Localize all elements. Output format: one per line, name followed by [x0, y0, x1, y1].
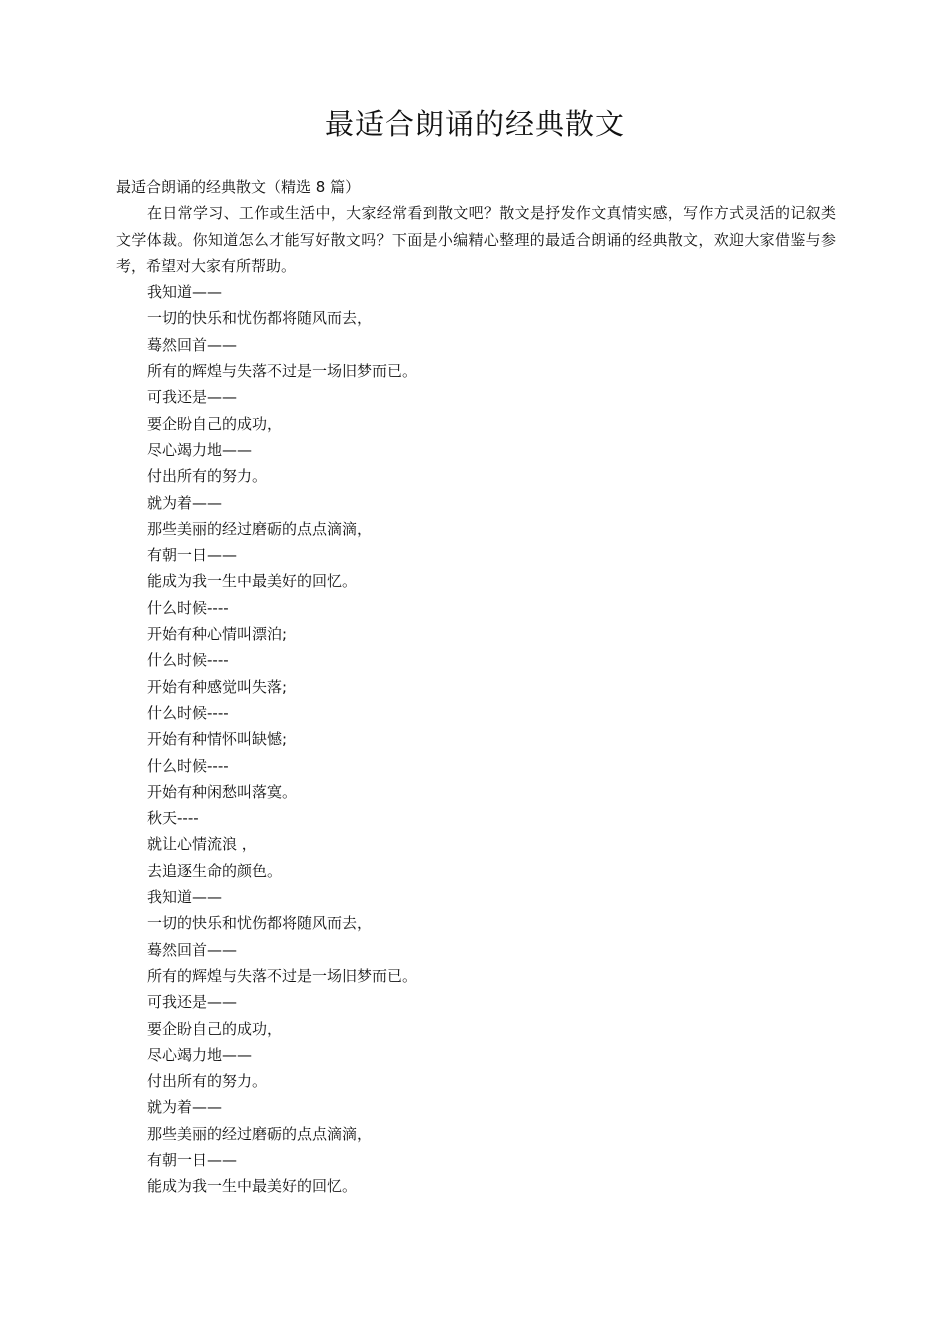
poem-lines: [116, 279, 836, 1199]
poem-line: 付出所有的努力。: [147, 467, 268, 486]
poem-line: 就为着——: [147, 493, 223, 512]
intro-paragraph: 在日常学习、工作或生活中，大家经常看到散文吧？散文是抒发作文真情实感，写作方式灵活的记叙类文学体裁。你知道怎么才能写好散文吗？下面是小编精心整理的最适合朗诵的经典散文，欢迎大家借鉴与参考，希望对大家有所帮助。: [116, 204, 836, 275]
poem-line: 开始有种感觉叫失落;: [147, 677, 288, 696]
poem-line: 能成为我一生中最美好的回忆。: [147, 1177, 358, 1196]
poem-line: 付出所有的努力。: [147, 1072, 268, 1091]
poem-line: 能成为我一生中最美好的回忆。: [147, 572, 358, 591]
document-title: 最适合朗诵的经典散文: [324, 107, 625, 141]
poem-line: 尽心竭力地——: [147, 440, 253, 459]
poem-line: 我知道——: [147, 888, 223, 907]
poem-line: 什么时候----: [147, 703, 229, 722]
poem-line: 什么时候----: [147, 598, 229, 617]
poem-line: 一切的快乐和忧伤都将随风而去，: [147, 309, 373, 328]
poem-line: 就让心情流浪 ，: [147, 835, 257, 854]
document-subtitle: 最适合朗诵的经典散文（精选 8 篇）: [116, 178, 361, 196]
poem-line: 有朝一日——: [147, 1150, 238, 1169]
poem-line: 那些美丽的经过磨砺的点点滴滴，: [147, 519, 373, 538]
poem-line: 所有的辉煌与失落不过是一场旧梦而已。: [147, 362, 418, 381]
poem-line: 有朝一日——: [147, 546, 238, 565]
poem-line: 可我还是——: [147, 993, 238, 1012]
poem-line: 蓦然回首——: [147, 335, 238, 354]
poem-line: 要企盼自己的成功，: [147, 414, 283, 433]
poem-line: 开始有种情怀叫缺憾;: [147, 730, 288, 749]
poem-line: 秋天----: [147, 809, 199, 828]
poem-line: 蓦然回首——: [147, 940, 238, 959]
poem-line: 什么时候----: [147, 651, 229, 670]
poem-line: 什么时候----: [147, 756, 229, 775]
poem-line: 开始有种闲愁叫落寞。: [147, 782, 298, 801]
poem-line: 一切的快乐和忧伤都将随风而去，: [147, 914, 373, 933]
document-body: [116, 174, 836, 1200]
poem-line: 那些美丽的经过磨砺的点点滴滴，: [147, 1124, 373, 1143]
poem-line: 可我还是——: [147, 388, 238, 407]
poem-line: 就为着——: [147, 1098, 223, 1117]
poem-line: 尽心竭力地——: [147, 1045, 253, 1064]
poem-line: 开始有种心情叫漂泊;: [147, 625, 288, 644]
poem-line: 要企盼自己的成功，: [147, 1019, 283, 1038]
poem-line: 所有的辉煌与失落不过是一场旧梦而已。: [147, 966, 418, 985]
poem-line: 去追逐生命的颜色。: [147, 861, 283, 880]
poem-line: 我知道——: [147, 283, 223, 302]
